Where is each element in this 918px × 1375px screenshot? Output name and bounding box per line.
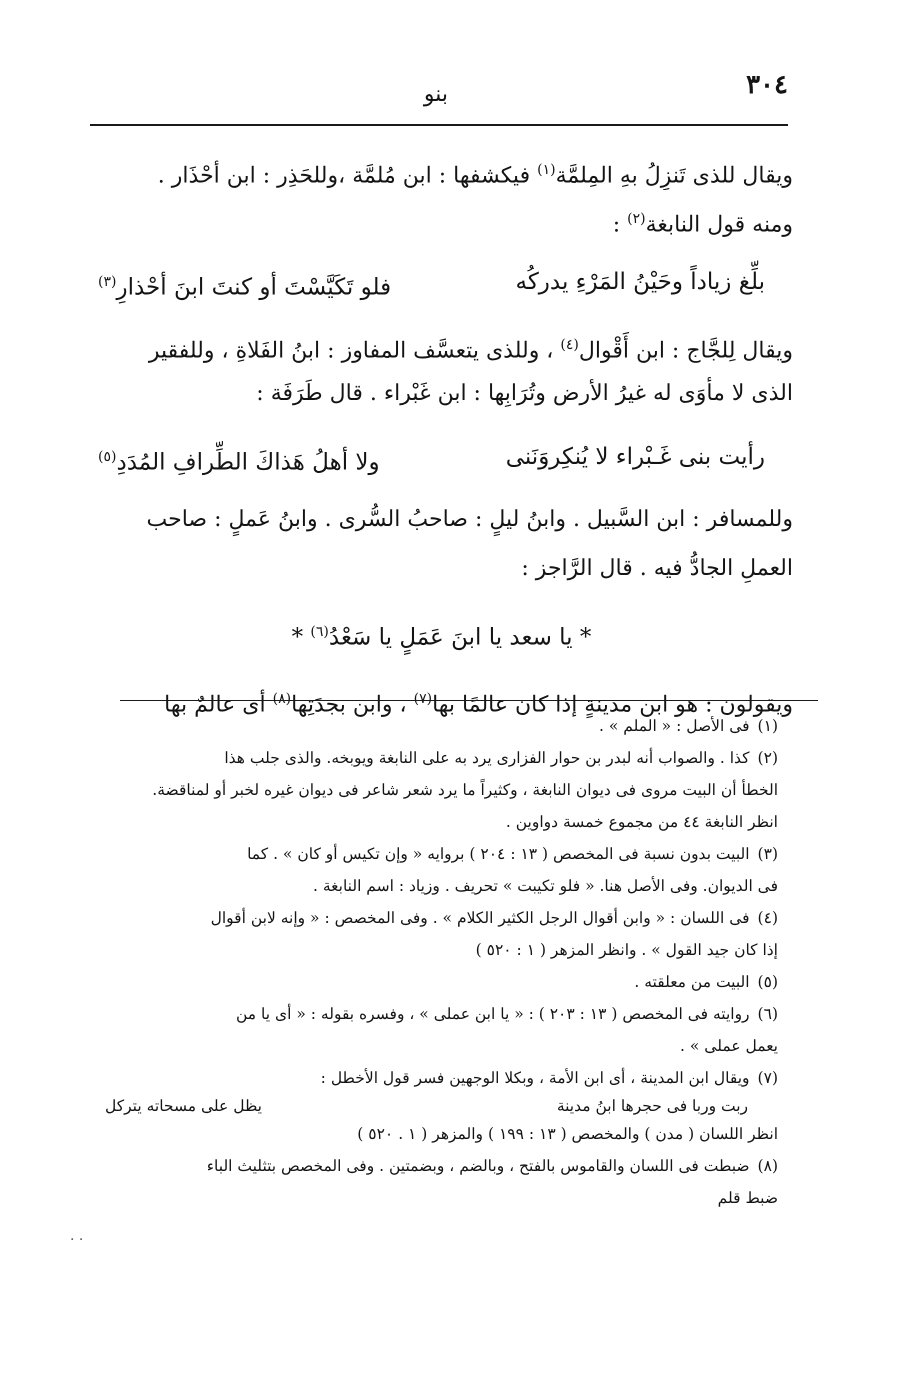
text-run: ، وابن بجدَتِها xyxy=(291,692,414,718)
footnote-number: (٦) xyxy=(757,1005,778,1023)
verse-second-hemistich xyxy=(98,434,380,480)
running-title: بنو xyxy=(423,82,448,107)
verse-first-hemistich: ربت وربا فى حجرها ابنُ مدينة xyxy=(556,1097,748,1115)
verse-first-hemistich: بلِّغ زياداً وحَيْنُ المَرْءِ يدركُه xyxy=(515,269,765,295)
footnote-4 xyxy=(95,904,778,964)
verse-second-hemistich xyxy=(98,259,391,305)
verse-first-hemistich: رأيت بنى غَـبْراء لا يُنكِروَنَنى xyxy=(505,444,765,470)
footnote-number: (٣) xyxy=(757,845,778,863)
footnote-8 xyxy=(95,1152,778,1212)
verse-second-hemistich: يظل على مسحاته يتركل xyxy=(105,1097,262,1115)
text-run: ويقال ابن المدينة ، أى ابن الأمة ، وبكلا الوجهين فسر قول الأخطل : xyxy=(320,1069,750,1087)
text-line: وللمسافر : ابن السَّبيل . وابنُ ليلٍ : صاحبُ السُّرى . وابنُ عَملٍ : صاحب xyxy=(146,507,793,532)
footnote-line: فى الديوان. وفى الأصل هنا. « فلو تكيبت » تحريف . وزياد : اسم النابغة . xyxy=(312,877,778,895)
footnote-6 xyxy=(95,1000,778,1060)
footnote-ref[interactable]: (١) xyxy=(537,162,556,178)
footnote-line xyxy=(95,744,778,772)
text-run: ، وللذى يتعسَّف المفاوز : ابنُ الفَلاةِ ، وللفقير xyxy=(148,338,561,364)
text-run: فى اللسان : « وابن أقوال الرجل الكثير الكلام » . وفى المخصص : « وإنه لابن أقوال xyxy=(210,909,750,927)
paragraph-1 xyxy=(90,150,793,239)
paragraph-3 xyxy=(90,500,793,589)
text-run: ويقولون : هو ابن مدينةٍ إذا كان عالمًا بها xyxy=(432,692,793,718)
footnote-line xyxy=(95,712,778,740)
footnote-ref[interactable]: (٢) xyxy=(627,211,646,227)
footnote-1 xyxy=(95,712,778,740)
text-line xyxy=(90,199,793,239)
text-run: كذا . والصواب أنه لبدر بن حوار الفزارى يرد به على النابغة ويوبخه. والذى جلب هذا xyxy=(224,749,750,767)
text-run: البيت من معلقته . xyxy=(634,973,750,991)
text-run: * xyxy=(291,624,311,651)
footnote-7 xyxy=(95,1064,778,1148)
footnote-line: انظر اللسان ( مدن ) والمخصص ( ١٣ : ١٩٩ ) والمزهر ( ١ . ٥٢٠ ) xyxy=(357,1125,778,1143)
footnote-line xyxy=(95,840,778,868)
footnote-line: انظر النابغة ٤٤ من مجموع خمسة دواوين . xyxy=(505,813,778,831)
footnote-5 xyxy=(95,968,778,996)
text-run: فلو تَكَيَّسْتَ أو كنتَ ابنَ أحْذارِ xyxy=(116,274,392,301)
footnote-line xyxy=(95,968,778,996)
text-run: فى الأصل : « الملم » . xyxy=(599,717,750,735)
footnote-ref[interactable]: (٣) xyxy=(98,274,117,290)
text-run: ويقال لِلجَّاج : ابن أَقْوال xyxy=(578,338,793,364)
footnotes xyxy=(95,712,778,1216)
footnote-line: يعمل عملى » . xyxy=(680,1037,778,1055)
text-run: : xyxy=(612,212,628,238)
text-run: * يا سعد يا ابنَ عَمَلٍ يا سَعْدُ xyxy=(328,624,592,651)
footnote-ref[interactable]: (٥) xyxy=(98,449,117,465)
footnote-line: ضبط قلم xyxy=(717,1189,778,1207)
text-run: ومنه قول النابغة xyxy=(645,212,793,238)
text-run: أى عالمٌ بها xyxy=(164,692,273,718)
footnote-verse xyxy=(95,1092,778,1120)
text-line xyxy=(90,150,793,190)
text-line: الذى لا مأوَى له غيرُ الأرض وتُرَابِها : ابن غَبْراء . قال طَرَفَة : xyxy=(256,381,793,406)
footnote-line: الخطأ أن البيت مروى فى ديوان النابغة ، وكثيراً ما يرد شعر شاعر فى ديوان غيره لخبر أو لمناقضة. xyxy=(152,781,778,799)
main-text xyxy=(90,150,793,739)
footnote-ref[interactable]: (٤) xyxy=(560,337,579,353)
footnote-number: (٥) xyxy=(757,973,778,991)
text-run: فيكشفها : ابن مُلمَّة ،وللحَذِر : ابن أحْذَار . xyxy=(157,163,538,189)
text-run: ولا أهلُ هَذاكَ الطِّرافِ المُدَدِ xyxy=(116,449,380,476)
footnote-line: إذا كان جيد القول » . وانظر المزهر ( ١ : ٥٢٠ ) xyxy=(475,941,778,959)
stray-marks: · · xyxy=(70,1232,84,1248)
footnote-number: (٧) xyxy=(757,1069,778,1087)
footnote-ref[interactable]: (٨) xyxy=(272,691,292,707)
footnote-ref[interactable]: (٧) xyxy=(413,691,433,707)
footnote-number: (١) xyxy=(757,717,778,735)
footnote-line xyxy=(95,1064,778,1092)
footnote-line xyxy=(95,904,778,932)
footnote-number: (٤) xyxy=(757,909,778,927)
rajaz-verse xyxy=(90,609,793,655)
paragraph-2 xyxy=(90,325,793,414)
verse-line-1 xyxy=(90,259,793,305)
running-header xyxy=(90,70,788,110)
footnote-number: (٨) xyxy=(757,1157,778,1175)
text-run: ويقال للذى تَنزِلُ بهِ المِلمَّة xyxy=(555,163,793,189)
footnote-ref[interactable]: (٦) xyxy=(310,624,329,640)
footnote-rule xyxy=(120,700,818,701)
text-run: روايته فى المخصص ( ١٣ : ٢٠٣ ) : « يا ابن عملى » ، وفسره بقوله : « أى يا من xyxy=(236,1005,750,1023)
verse-line-2 xyxy=(90,434,793,480)
text-line: العملِ الجادُّ فيه . قال الرَّاجز : xyxy=(521,556,793,581)
text-run: ضبطت فى اللسان والقاموس بالفتح ، وبالضم ، وبضمتين . وفى المخصص بتثليث الباء xyxy=(206,1157,750,1175)
header-rule xyxy=(90,124,788,126)
text-run: البيت بدون نسبة فى المخصص ( ١٣ : ٢٠٤ ) بروايه « وإن تكيس أو كان » . كما xyxy=(247,845,750,863)
footnote-2 xyxy=(95,744,778,836)
footnote-number: (٢) xyxy=(757,749,778,767)
page-number: ٣٠٤ xyxy=(746,70,788,100)
text-line xyxy=(90,325,793,365)
footnote-3 xyxy=(95,840,778,900)
footnote-line xyxy=(95,1152,778,1180)
footnote-line xyxy=(95,1000,778,1028)
